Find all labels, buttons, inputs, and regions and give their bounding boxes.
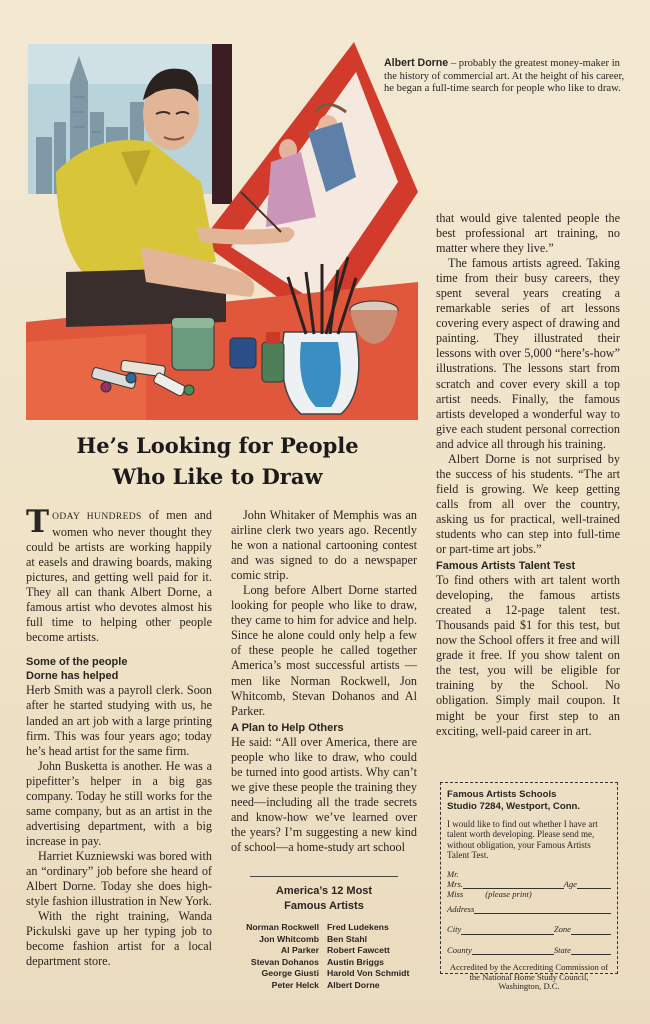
caption-text: – probably the greatest money-maker in the history of commercial art. At the height of his career, he began a full-time search for people who like to draw. [384,58,625,95]
coupon-county-line[interactable] [447,945,611,955]
caption-name: Albert Dorne [384,57,449,69]
coupon-label-age: Age [563,879,577,890]
artist-name: Harold Von Schmidt [327,968,410,978]
artists-list [231,922,417,991]
divider-rule [250,876,398,877]
state-field[interactable] [571,945,611,955]
artist-name: Robert Fawcett [327,945,390,955]
name-field[interactable] [463,879,564,889]
artist-name: Ben Stahl [327,933,368,944]
albert-dorne-illustration [26,42,418,420]
coupon-city-line[interactable] [447,924,611,934]
col2-paragraph-2: Long before Albert Dorne started looking for people who like to draw, they came to him for advice and help. Since he alone could only help a few of these people he called together America’s most successful artists — men like Norman Rockwell, Jon Whitcomb, Stevan Dohanos and Al Parker. [231,583,417,718]
coupon-label-mrs: Mrs. [447,879,463,890]
age-field[interactable] [577,879,611,889]
col3-paragraph-2: The famous artists agreed. Taking time from their busy careers, they spent several years creating a remarkable series of art lessons covering every aspect of drawing and painting. They illustrated their lessons with over 5,000 “here’s-how” illustrations. The lessons start from scratch and cover every skill a top artist needs. Finally, the famous artists developed a wonderful way to give each student personal correction and advice all through his training. [436,256,620,451]
coupon-label-mr: Mr. [447,868,459,879]
artist-name: Stevan Dohanos [250,956,319,967]
mail-coupon[interactable] [440,782,618,992]
artist-name: Albert Dorne [327,979,380,990]
article-column-1 [26,504,212,969]
col1-paragraph-5: With the right training, Wanda Pickulski gave up her typing job to become fashion artist for a local department store. [26,909,212,969]
artist-name: George Giusti [261,968,319,978]
col1-paragraph-2: Herb Smith was a payroll clerk. Soon after he started studying with us, he landed an art job with a large printing firm. This was four years ago; today he’s head artist for the same firm. [26,683,212,758]
accreditation-note: Accredited by the Accrediting Commission of the National Home Study Council, Washington, D.C. [449,962,609,992]
coupon-studio-address: Studio 7284, Westport, Conn. [447,801,581,812]
zone-field[interactable] [571,925,611,935]
col1-subhead [26,655,212,683]
col3-paragraph-1: that would give talented people the best professional art training, no matter where they live.” [436,211,620,256]
city-field[interactable] [461,925,553,935]
col1-subhead-line-1: Some of the people [26,656,128,669]
col2-paragraph-1: John Whitaker of Memphis was an airline clerk two years ago. Recently he won a national cartooning contest and was signed to do a newspaper comic strip. [231,508,417,583]
artists-title-line-2: Famous Artists [284,900,364,912]
coupon-address-line[interactable] [447,904,611,914]
headline-line-2: Who Like to Draw [112,464,323,489]
coupon-school-name: Famous Artists Schools [447,789,557,800]
col1-paragraph-1 [26,504,212,645]
coupon-miss-line [447,889,611,899]
col1-paragraph-3: John Busketta is another. He was a pipefitter’s helper in a big gas company. Today he still works for the same company, but as an artist in the advertising department, with a big increase in pay. [26,758,212,848]
col3-paragraph-3: Albert Dorne is not surprised by the success of his students. “The art field is growing. We keep getting calls from all over the country, asking us for practical, well-trained students who can step into full-time or part-time art jobs.” [436,451,620,557]
artist-name: Jon Whitcomb [259,933,319,944]
coupon-label-zone: Zone [553,924,571,935]
col1-subhead-line-2: Dorne has helped [26,670,119,683]
article-column-2 [231,508,417,855]
headline-line-1: He’s Looking for People [76,433,359,458]
drop-cap: T [26,504,50,540]
coupon-please-print: (please print) [485,889,532,900]
artist-name: Fred Ludekens [327,922,389,932]
artist-name: Norman Rockwell [246,922,319,932]
coupon-name-title-mr [447,869,611,879]
county-field[interactable] [472,945,554,955]
coupon-label-city: City [447,924,462,935]
smallcaps-lead: ODAY HUNDREDS [52,512,142,522]
illustration-caption [384,57,634,96]
coupon-name-line[interactable] [447,879,611,889]
coupon-label-county: County [447,944,472,955]
coupon-label-address: Address [447,903,475,914]
col3-subhead: Famous Artists Talent Test [436,560,576,573]
col1-p1-text: of men and women who never thought they could be artists are working happily at easels and drawing boards, making pictures, and getting well paid for it. They all can thank Albert Dorne, a famous artist who devotes almost his full time to helping other people become artists. [26,508,212,645]
artist-name: Austin Briggs [327,956,384,967]
article-column-3 [436,211,620,739]
col2-subhead: A Plan to Help Others [231,721,344,734]
col3-paragraph-4: To find others with art talent worth developing, the famous artists created a 12-page talent test. Thousands paid $1 for this test, but now the School offers it free and will grade it free. If you show talent on the test, you will be eligible for training by the School. No obligation. Simply mail coupon. It might be your first step to an exciting, well-paid career in art. [436,573,620,738]
artist-name: Al Parker [280,945,319,955]
artist-name: Peter Helck [271,979,319,990]
address-field[interactable] [474,904,611,914]
headline [40,430,395,492]
col1-paragraph-4: Harriet Kuzniewski was bored with an “ordinary” job before she heard of Albert Dorne. Today she does high-style fashion illustration in New York. [26,848,212,909]
coupon-label-miss: Miss [447,889,464,900]
coupon-label-state: State [553,944,571,955]
artists-title-line-1: America’s 12 Most [275,885,373,897]
famous-artists-box [231,884,417,991]
coupon-body-text: I would like to find out whether I have art talent worth developing. Please send me, without obligation, your Famous Artists Talent Test. [447,819,598,861]
col2-paragraph-3: He said: “All over America, there are people who like to draw, who could be turned into good artists. Why can’t we give these people the training they need—including all the trade secrets and know-how we’ve learned over the years? I’m suggesting a new kind of school—a home-study art school [231,734,417,854]
